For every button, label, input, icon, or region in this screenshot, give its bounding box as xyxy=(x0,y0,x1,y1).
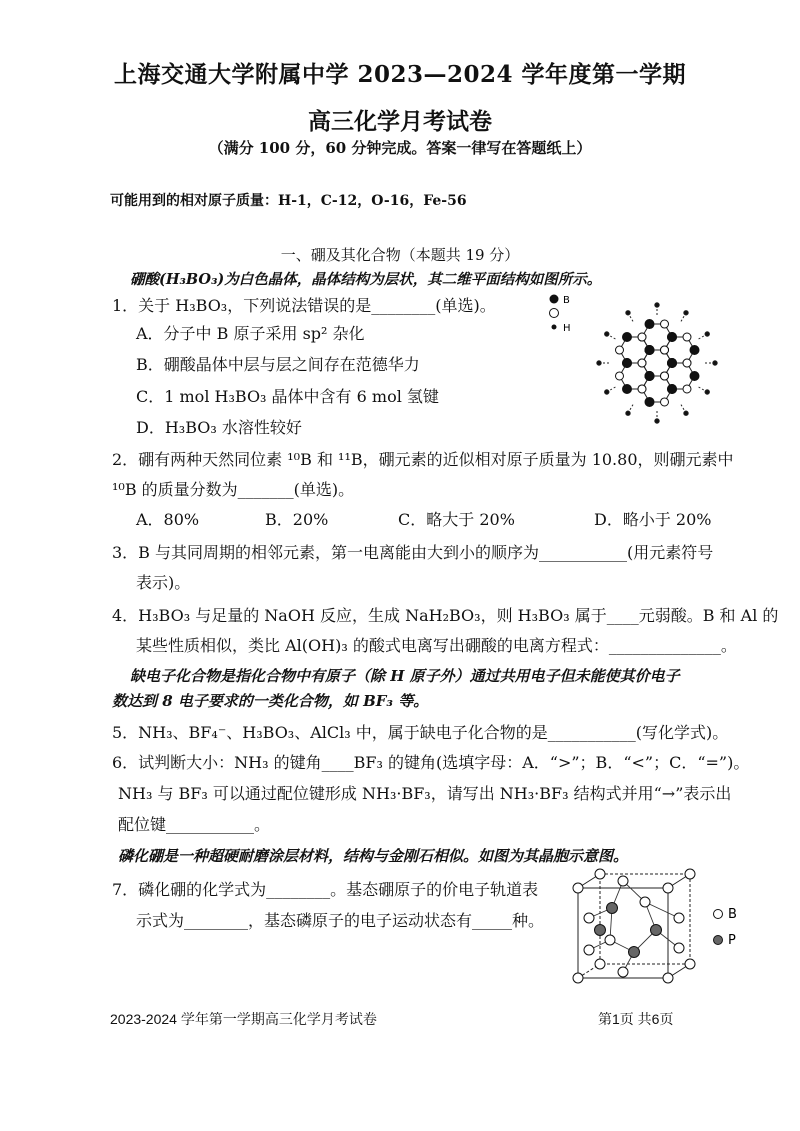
b-atom xyxy=(623,333,632,342)
footer-page-number: 第1页 共6页 xyxy=(598,1011,674,1027)
exam-title-line2: 高三化学月考试卷 xyxy=(308,108,492,135)
h-atom xyxy=(713,361,717,365)
q2-stem-line2: ¹⁰B 的质量分数为_______(单选)。 xyxy=(112,480,355,499)
h-atom xyxy=(705,390,709,394)
h-atom xyxy=(705,332,709,336)
b-atom xyxy=(668,384,677,393)
o-atom xyxy=(661,320,669,328)
o-atom xyxy=(660,346,668,354)
q2-option-b: B．20% xyxy=(265,510,329,529)
legend-h-label: H xyxy=(563,323,571,334)
b-atom xyxy=(690,346,699,355)
b-atom xyxy=(690,371,699,380)
h-atom xyxy=(626,311,630,315)
b-atom xyxy=(645,397,654,406)
q2-option-d: D．略小于 20% xyxy=(594,510,712,529)
b-atom xyxy=(667,359,676,368)
footer-exam-name: 2023-2024 学年第一学期高三化学月考试卷 xyxy=(110,1011,377,1027)
q1-option-c: C．1 mol H₃BO₃ 晶体中含有 6 mol 氢键 xyxy=(136,387,439,406)
section-intro: 硼酸(H₃BO₃)为白色晶体，晶体结构为层状，其二维平面结构如图所示。 xyxy=(130,271,602,288)
q3-stem-line2: 表示)。 xyxy=(136,573,191,592)
q5-stem: 5．NH₃、BF₄⁻、H₃BO₃、AlCl₃ 中，属于缺电子化合物的是___________(写化学式)。 xyxy=(112,723,729,742)
h-atom xyxy=(655,419,659,423)
exam-title-line1: 上海交通大学附属中学 2023—2024 学年度第一学期 xyxy=(113,61,687,88)
h-atom xyxy=(626,411,630,415)
b-atom xyxy=(667,333,676,342)
atomic-masses: 可能用到的相对原子质量：H-1，C-12，O-16，Fe-56 xyxy=(110,193,467,209)
o-atom xyxy=(661,372,669,380)
o-atom xyxy=(638,359,646,367)
h-atom xyxy=(605,332,609,336)
definition-line2: 数达到 8 电子要求的一类化合物，如 BF₃ 等。 xyxy=(112,692,429,710)
section-heading: 一、硼及其化合物（本题共 19 分） xyxy=(280,246,520,264)
b-atom xyxy=(623,384,632,393)
q3-stem-line1: 3．B 与其同周期的相邻元素，第一电离能由大到小的顺序为___________(用元素符号 xyxy=(112,543,714,562)
definition-line1: 缺电子化合物是指化合物中有原子（除 H 原子外）通过共用电子但未能使其价电子 xyxy=(130,667,680,685)
o-atom xyxy=(661,398,669,406)
q1-option-a: A．分子中 B 原子采用 sp² 杂化 xyxy=(136,324,365,343)
q1-option-b: B．硼酸晶体中层与层之间存在范德华力 xyxy=(136,355,420,374)
q4-stem-line1: 4．H₃BO₃ 与足量的 NaOH 反应，生成 NaH₂BO₃，则 H₃BO₃ 属于____元弱酸。B 和 Al 的 xyxy=(112,606,779,625)
q2-option-a: A．80% xyxy=(136,510,200,529)
o-atom xyxy=(638,333,646,341)
lattice xyxy=(597,303,717,423)
b-atom xyxy=(645,346,654,355)
q2-option-c: C．略大于 20% xyxy=(398,510,515,529)
o-atom xyxy=(683,359,691,367)
q7-stem-line1: 7．磷化硼的化学式为________。基态硼原子的价电子轨道表 xyxy=(112,880,539,899)
o-atom xyxy=(683,333,691,341)
q6-stem-line1: 6．试判断大小：NH₃ 的键角____BF₃ 的键角(选填字母：A．“>”；B．“<”；C．“=”)。 xyxy=(112,753,750,772)
legend-b-label: B xyxy=(563,295,570,306)
o-atom xyxy=(616,372,624,380)
q2-stem-line1: 2．硼有两种天然同位素 ¹⁰B 和 ¹¹B，硼元素的近似相对原子质量为 10.80，则硼元素中 xyxy=(112,450,734,469)
legend-p-label: P xyxy=(728,933,736,948)
b-atom xyxy=(645,371,654,380)
q6-stem-line3: 配位键___________。 xyxy=(118,815,271,834)
boron-phosphide-intro: 磷化硼是一种超硬耐磨涂层材料，结构与金刚石相似。如图为其晶胞示意图。 xyxy=(118,847,629,865)
h-atom xyxy=(597,361,601,365)
legend xyxy=(714,907,737,948)
h-atom xyxy=(655,303,659,307)
q6-stem-line2: NH₃ 与 BF₃ 可以通过配位键形成 NH₃·BF₃，请写出 NH₃·BF₃ 结构式并用“→”表示出 xyxy=(118,784,732,803)
q1-option-d: D．H₃BO₃ 水溶性较好 xyxy=(136,418,302,437)
h-atom xyxy=(605,390,609,394)
boric-acid-structure-figure xyxy=(545,285,745,445)
q1-stem: 1．关于 H₃BO₃，下列说法错误的是________(单选)。 xyxy=(112,296,496,315)
b-atom xyxy=(623,359,632,368)
q4-stem-line2: 某些性质相似，类比 Al(OH)₃ 的酸式电离写出硼酸的电离方程式：______________。 xyxy=(136,636,737,655)
q7-stem-line2: 示式为________，基态磷原子的电子运动状态有_____种。 xyxy=(136,911,545,930)
h-atom xyxy=(684,411,688,415)
b-atom xyxy=(645,320,654,329)
b-atoms xyxy=(573,869,695,983)
o-atom xyxy=(616,346,624,354)
exam-instructions: （满分 100 分，60 分钟完成。答案一律写在答题纸上） xyxy=(208,139,592,157)
o-atom xyxy=(638,385,646,393)
legend xyxy=(550,295,571,335)
o-atom xyxy=(683,385,691,393)
legend-b-label: B xyxy=(728,907,737,922)
boron-phosphide-unit-cell-figure xyxy=(560,868,760,998)
h-atom xyxy=(684,311,688,315)
